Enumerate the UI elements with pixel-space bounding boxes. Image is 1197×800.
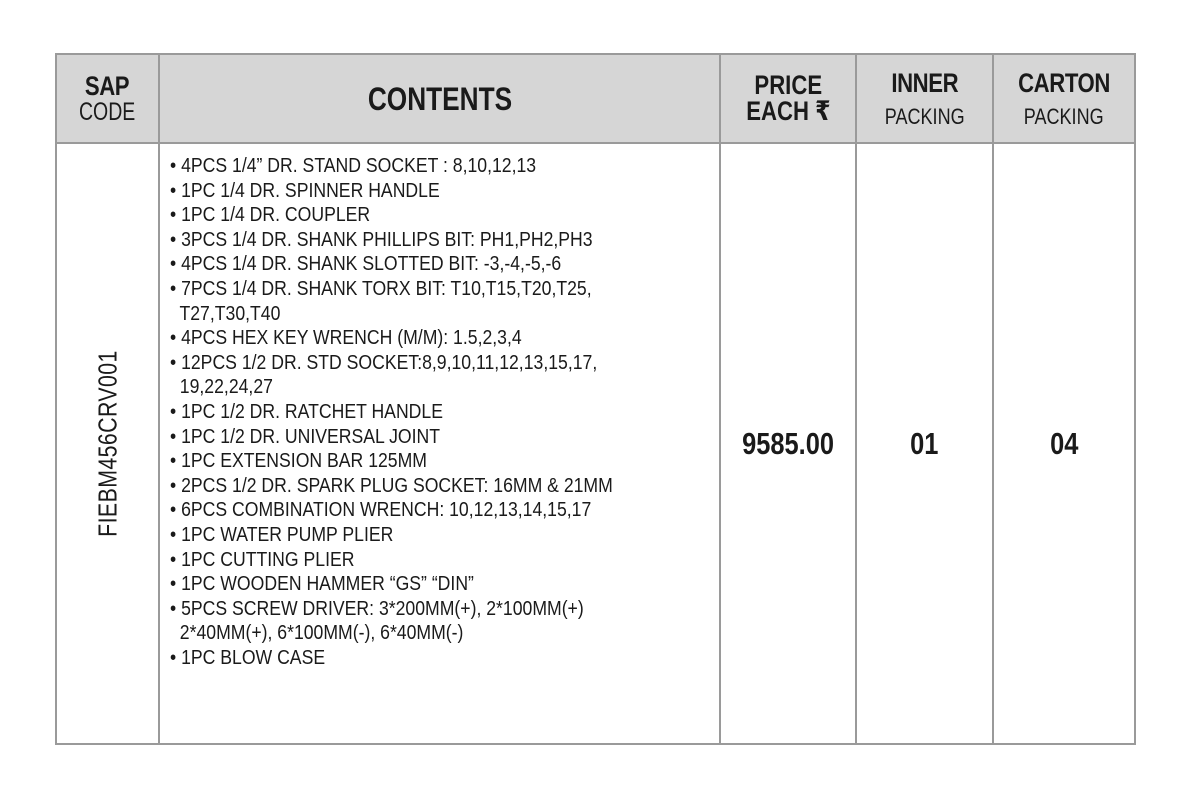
list-item: • 7PCS 1/4 DR. SHANK TORX BIT: T10,T15,T20,T25, [170, 276, 592, 300]
list-item: • 1PC 1/4 DR. SPINNER HANDLE [170, 178, 440, 202]
header-carton-line2: PACKING [1024, 103, 1104, 129]
price-value: 9585.00 [742, 425, 834, 461]
header-inner-line2: PACKING [884, 103, 965, 129]
list-item: • 1PC WOODEN HAMMER “GS” “DIN” [170, 572, 474, 596]
contents-list [170, 154, 715, 670]
carton-packing-value: 04 [1049, 425, 1079, 461]
list-item: • 5PCS SCREW DRIVER: 3*200MM(+), 2*100MM(+) [170, 596, 584, 620]
list-item: • 12PCS 1/2 DR. STD SOCKET:8,9,10,11,12,13,15,17, [170, 350, 598, 374]
header-contents [160, 55, 719, 142]
price-cell [721, 144, 855, 743]
list-item: • 1PC BLOW CASE [170, 645, 326, 669]
sap-code-value: FIEBM456CRV001 [92, 350, 123, 537]
table-header [57, 55, 1134, 144]
header-sap-line1: SAP [85, 70, 130, 101]
header-inner-packing [857, 55, 992, 142]
header-inner-line1: INNER [891, 67, 958, 98]
header-price-line2: EACH ₹ [745, 95, 831, 126]
header-price-line1: PRICE [754, 69, 822, 100]
list-item: • 4PCS HEX KEY WRENCH (M/M): 1.5,2,3,4 [170, 326, 522, 350]
list-item: • 1PC WATER PUMP PLIER [170, 522, 394, 546]
list-item: • 6PCS COMBINATION WRENCH: 10,12,13,14,15,17 [170, 498, 592, 522]
list-item: • 1PC 1/4 DR. COUPLER [170, 203, 371, 227]
sap-code-cell [57, 144, 158, 743]
inner-packing-value: 01 [910, 425, 939, 461]
list-item: T27,T30,T40 [170, 301, 281, 325]
inner-packing-cell [857, 144, 992, 743]
table-row [57, 144, 1134, 743]
header-carton-packing [994, 55, 1134, 142]
header-contents-label: CONTENTS [367, 80, 512, 117]
header-price [721, 55, 855, 142]
list-item: 2*40MM(+), 6*100MM(-), 6*40MM(-) [170, 621, 464, 645]
carton-packing-cell [994, 144, 1134, 743]
list-item: 19,22,24,27 [170, 375, 273, 399]
header-sap-code [57, 55, 158, 142]
header-sap-line2: CODE [79, 97, 136, 126]
list-item: • 2PCS 1/2 DR. SPARK PLUG SOCKET: 16MM & 21MM [170, 473, 613, 497]
list-item: • 1PC 1/2 DR. RATCHET HANDLE [170, 399, 443, 423]
list-item: • 1PC CUTTING PLIER [170, 547, 355, 571]
list-item: • 1PC EXTENSION BAR 125MM [170, 449, 427, 473]
list-item: • 1PC 1/2 DR. UNIVERSAL JOINT [170, 424, 441, 448]
list-item: • 4PCS 1/4 DR. SHANK SLOTTED BIT: -3,-4,-5,-6 [170, 252, 562, 276]
header-carton-line1: CARTON [1018, 67, 1110, 98]
list-item: • 4PCS 1/4” DR. STAND SOCKET : 8,10,12,13 [170, 154, 537, 177]
product-table [55, 53, 1136, 745]
list-item: • 3PCS 1/4 DR. SHANK PHILLIPS BIT: PH1,PH2,PH3 [170, 227, 593, 251]
